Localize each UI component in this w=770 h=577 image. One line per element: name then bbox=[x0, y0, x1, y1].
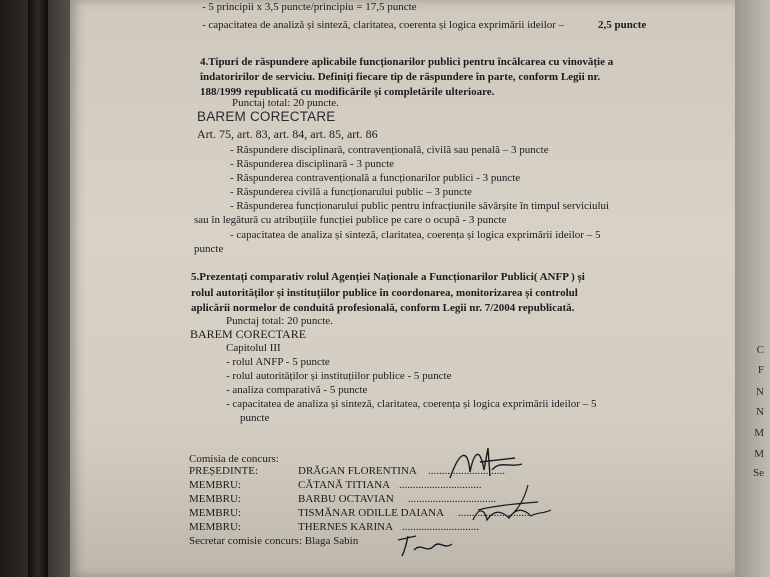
member-role-5: MEMBRU: bbox=[189, 521, 241, 533]
member-dots-4: .......................... bbox=[458, 507, 530, 519]
right-margin-letter-5: M bbox=[754, 427, 764, 439]
q5-item-1: - rolul ANFP - 5 puncte bbox=[226, 356, 330, 368]
q5-barem: BAREM CORECTARE bbox=[190, 327, 307, 341]
member-dots-1: ............................ bbox=[428, 465, 505, 477]
q4-item-5: - Răspunderea funcționarului public pentru infracțiunile săvârșite în timpul serviciului bbox=[230, 200, 610, 212]
q5-item-4: - capacitatea de analiza și sinteză, claritatea, coerența și logica exprimării ideilor – 5 bbox=[226, 398, 597, 410]
member-dots-2: .............................. bbox=[399, 479, 482, 491]
member-name-5: THERNES KARINA bbox=[298, 521, 394, 533]
q4-item-1: - Răspundere disciplinară, contravențională, civilă sau penală – 3 puncte bbox=[230, 144, 549, 156]
member-name-4: TISMĂNAR ODILLE DAIANA bbox=[298, 507, 445, 519]
q5-item-2: - rolul autorităților și instituțiilor publice - 5 puncte bbox=[226, 370, 452, 382]
signature-secretary bbox=[390, 530, 460, 560]
signature-president bbox=[440, 440, 530, 485]
q5-question-3: aplicării normelor de conduită profesională, conform Legii nr. 7/2004 republicată. bbox=[191, 302, 575, 314]
q5-item-4-cont: puncte bbox=[240, 412, 270, 424]
right-margin-letter-2: F bbox=[757, 364, 764, 376]
member-name-1: DRĂGAN FLORENTINA bbox=[298, 465, 417, 477]
q4-item-3: - Răspunderea contravențională a funcționarilor publici - 3 puncte bbox=[230, 172, 521, 184]
q4-total: Punctaj total: 20 puncte. bbox=[232, 97, 339, 109]
right-margin-letter-4: N bbox=[756, 406, 764, 418]
q4-question-3: 188/1999 republicată cu modificările și completările ulterioare. bbox=[200, 86, 495, 98]
right-margin-letter-7: Se bbox=[753, 467, 764, 479]
binder-strip bbox=[28, 0, 48, 577]
q5-question-2: rolul autorităților și instituțiilor publice în coordonarea, monitorizarea și controlul bbox=[191, 287, 578, 299]
q4-item-6: - capacitatea de analiza și sinteză, claritatea, coerența și logica exprimării ideilor – 5 bbox=[230, 229, 601, 241]
top-line-2-points: 2,5 puncte bbox=[598, 19, 647, 31]
top-line-1: - 5 principii x 3,5 puncte/principiu = 17,5 puncte bbox=[202, 1, 417, 13]
member-role-3: MEMBRU: bbox=[189, 493, 241, 505]
commission-title: Comisia de concurs: bbox=[189, 453, 279, 465]
q4-item-5-cont: sau în legătură cu atribuțiile funcției publice pe care o ocupă - 3 puncte bbox=[194, 214, 507, 226]
member-dots-3: ................................ bbox=[408, 493, 496, 505]
q4-question-1: 4.Tipuri de răspundere aplicabile funcționarilor publici pentru încălcarea cu vinovăție a bbox=[200, 56, 614, 68]
right-margin-letter-6: M bbox=[754, 448, 764, 460]
signature-member-4 bbox=[465, 500, 565, 530]
q4-item-4: - Răspunderea civilă a funcționarului public – 3 puncte bbox=[230, 186, 472, 198]
q4-item-6-cont: puncte bbox=[194, 243, 224, 255]
q4-articles: Art. 75, art. 83, art. 84, art. 85, art. 86 bbox=[197, 127, 378, 141]
q5-chapter: Capitolul III bbox=[226, 342, 281, 354]
q4-item-2: - Răspunderea disciplinară - 3 puncte bbox=[230, 158, 395, 170]
top-line-2: - capacitatea de analiză și sinteză, claritatea, coerenta și logica exprimării ideilor – bbox=[202, 19, 565, 31]
member-dots-5: ............................ bbox=[402, 521, 479, 533]
member-name-2: CĂTANĂ TITIANA bbox=[298, 479, 391, 491]
right-margin-letter-1: C bbox=[756, 344, 764, 356]
right-page-edge bbox=[735, 0, 770, 577]
q5-item-3: - analiza comparativă - 5 puncte bbox=[226, 384, 368, 396]
q5-question-1: 5.Prezentați comparativ rolul Agenției Naționale a Funcționarilor Publici( ANFP ) și bbox=[191, 271, 585, 283]
right-margin-letter-3: N bbox=[756, 386, 764, 398]
document-page bbox=[70, 0, 735, 577]
member-name-3: BARBU OCTAVIAN bbox=[298, 493, 394, 505]
member-role-1: PREȘEDINTE: bbox=[189, 465, 259, 477]
secretary-line: Secretar comisie concurs: Blaga Sabin bbox=[189, 535, 359, 547]
member-role-2: MEMBRU: bbox=[189, 479, 241, 491]
q5-total: Punctaj total: 20 puncte. bbox=[226, 315, 333, 327]
q4-question-2: îndatoririlor de serviciu. Definiți fiecare tip de răspundere în parte, conform Legii nr. bbox=[200, 71, 601, 83]
q4-barem: BAREM CORECTARE bbox=[197, 109, 336, 124]
member-role-4: MEMBRU: bbox=[189, 507, 241, 519]
